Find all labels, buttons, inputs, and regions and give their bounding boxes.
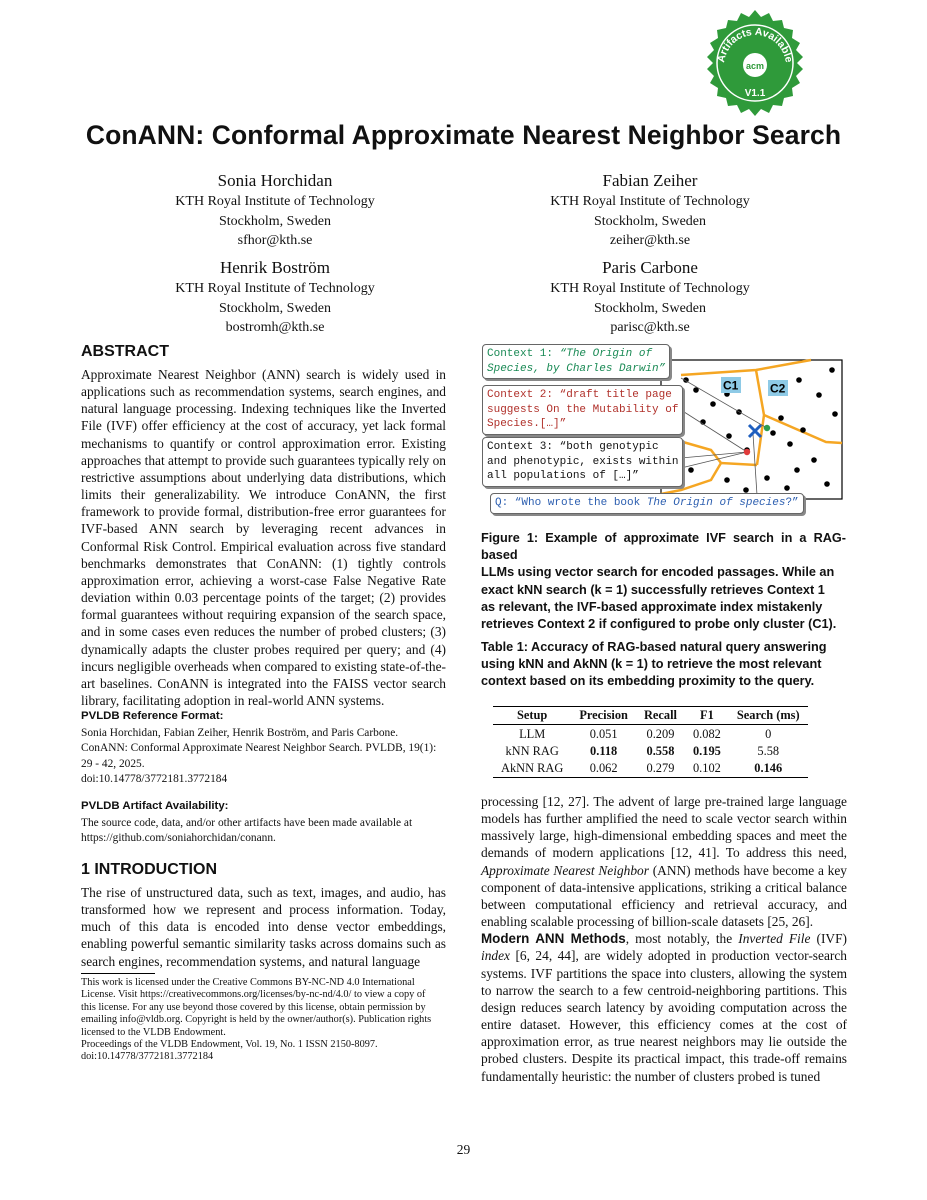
body-emphasis: index bbox=[481, 948, 510, 964]
author-email: parisc@kth.se bbox=[610, 320, 690, 335]
caption-line: LLMs using vector search for encoded passages. While an bbox=[481, 565, 835, 580]
author-location: Stockholm, Sweden bbox=[219, 213, 331, 229]
author-affiliation: KTH Royal Institute of Technology bbox=[175, 281, 375, 296]
license-footnote bbox=[81, 977, 461, 1064]
caption-line: Table 1: Accuracy of RAG-based natural query answering bbox=[481, 640, 827, 654]
context-2-text: suggests On the Mutability of bbox=[487, 403, 679, 416]
table-cell: 0.118 bbox=[590, 744, 618, 758]
author-email: bostromh@kth.se bbox=[225, 320, 325, 335]
table-header: F1 bbox=[685, 707, 729, 725]
results-table bbox=[493, 706, 808, 778]
query-box bbox=[490, 493, 804, 514]
footnote-line: This work is licensed under the Creative Commons BY-NC-ND 4.0 International bbox=[81, 977, 415, 988]
table-cell: 0.195 bbox=[692, 744, 721, 758]
author-location: Stockholm, Sweden bbox=[219, 300, 331, 316]
body-emphasis: Approximate Nearest Neighbor bbox=[481, 862, 649, 878]
context-1-box bbox=[482, 344, 670, 379]
artifact-text bbox=[81, 816, 456, 847]
table-cell: 0.062 bbox=[571, 760, 636, 778]
caption-line: as relevant, the IVF-based approximate index mistakenly bbox=[481, 599, 823, 614]
artifact-link[interactable]: https://github.com/soniahorchidan/conann. bbox=[81, 832, 276, 845]
table-header: Search (ms) bbox=[729, 707, 808, 725]
body-emphasis: Inverted File bbox=[738, 931, 811, 947]
footnote-line: this license. For any use beyond those covered by this license, obtain permission by bbox=[81, 1001, 426, 1013]
intro-heading: 1 INTRODUCTION bbox=[81, 861, 217, 878]
table-cell: kNN RAG bbox=[505, 744, 559, 758]
context-3-text: Context 3: “both genotypic bbox=[487, 441, 659, 453]
footnote-line: licensed to the VLDB Endowment. bbox=[81, 1026, 226, 1038]
caption-line: using kNN and AkNN (k = 1) to retrieve the most relevant bbox=[481, 657, 822, 672]
paper-title: ConANN: Conformal Approximate Nearest Neighbor Search bbox=[85, 120, 842, 150]
intro-text: The rise of unstructured data, such as text, images, and audio, has transformed how we represent and process information. Today, much of this data is encoded into dense vector embeddings, enabling powerful semantic similarity tasks across domains such as search engines, recommendation systems, and natural language bbox=[81, 885, 446, 969]
author-affiliation: KTH Royal Institute of Technology bbox=[550, 281, 750, 296]
author-block bbox=[500, 257, 800, 338]
context-3-text: all populations of […]” bbox=[487, 470, 639, 482]
author-affiliation: KTH Royal Institute of Technology bbox=[550, 194, 750, 209]
table-cell: 0.209 bbox=[646, 727, 675, 741]
table-header: Precision bbox=[571, 707, 636, 725]
cluster-c2-label: C2 bbox=[770, 381, 786, 396]
body-text: (IVF) bbox=[816, 931, 847, 947]
right-column-text bbox=[481, 793, 847, 1085]
table-cell: LLM bbox=[519, 727, 546, 741]
badge-version: V1.1 bbox=[744, 88, 766, 99]
table-cell: 0.279 bbox=[636, 760, 685, 778]
reference-line: ConANN: Conformal Approximate Nearest Neighbor Search. PVLDB, 19(1): bbox=[81, 742, 437, 755]
table-cell: 0 bbox=[765, 727, 772, 741]
context-3-text: and phenotypic, exists within bbox=[487, 455, 679, 468]
caption-line: retrieves Context 2 if configured to probe only cluster (C1). bbox=[481, 617, 837, 632]
badge-text: Artifacts Available bbox=[715, 25, 795, 64]
table-cell: 0.051 bbox=[589, 727, 618, 741]
artifact-heading: PVLDB Artifact Availability: bbox=[81, 800, 229, 812]
author-name: Henrik Boström bbox=[219, 258, 331, 277]
figure-1-caption bbox=[481, 530, 846, 633]
caption-line: Figure 1: Example of approximate IVF search in a RAG-based bbox=[481, 531, 846, 563]
acm-logo-text: acm bbox=[745, 61, 765, 71]
author-location: Stockholm, Sweden bbox=[594, 300, 706, 316]
author-name: Fabian Zeiher bbox=[602, 171, 698, 190]
reference-format bbox=[81, 726, 451, 788]
context-1-label: Context 1: bbox=[487, 348, 560, 360]
footnote-line: doi:10.14778/3772181.3772184 bbox=[81, 1051, 214, 1063]
author-name: Paris Carbone bbox=[602, 258, 698, 277]
table-cell: 5.58 bbox=[757, 744, 780, 758]
query-text: ?” bbox=[785, 497, 799, 509]
author-email: sfhor@kth.se bbox=[237, 233, 313, 248]
body-text: (ANN) methods have become a key component of data-intensive applications, striking a critical balance between computational efficiency and retrieval accuracy, and enabling scalable processing of billion-scale datasets [25, 26]. bbox=[481, 862, 847, 930]
table-cell: 0.102 bbox=[685, 760, 729, 778]
figure-1 bbox=[481, 340, 846, 520]
table-1-caption bbox=[481, 639, 846, 691]
paragraph-lead: Modern ANN Methods bbox=[481, 931, 626, 947]
reference-line: 29 - 42, 2025. bbox=[81, 757, 145, 770]
table-row bbox=[493, 760, 808, 778]
context-1-point bbox=[764, 425, 770, 431]
reference-line: Sonia Horchidan, Fabian Zeiher, Henrik Boström, and Paris Carbone. bbox=[81, 727, 399, 739]
author-block bbox=[500, 170, 800, 251]
table-cell: 0.082 bbox=[692, 727, 721, 741]
table-header: Setup bbox=[493, 707, 571, 725]
author-email: zeiher@kth.se bbox=[609, 233, 691, 248]
artifact-line: The source code, data, and/or other artifacts have been made available at bbox=[81, 817, 413, 829]
author-block bbox=[125, 257, 425, 338]
author-affiliation: KTH Royal Institute of Technology bbox=[175, 194, 375, 209]
query-text: Q: “Who wrote the book bbox=[495, 497, 647, 509]
body-text: , most notably, the bbox=[625, 931, 733, 947]
footnote-line: Proceedings of the VLDB Endowment, Vol. 19, No. 1 ISSN 2150-8097. bbox=[81, 1039, 378, 1051]
author-location: Stockholm, Sweden bbox=[594, 213, 706, 229]
results-table-wrap bbox=[493, 706, 808, 778]
footnote-rule bbox=[81, 973, 155, 974]
artifacts-available-badge bbox=[700, 8, 810, 118]
query-book-title: The Origin of species bbox=[646, 497, 786, 509]
reference-doi[interactable]: doi:10.14778/3772181.3772184 bbox=[81, 773, 228, 786]
caption-line: exact kNN search (k = 1) successfully retrieves Context 1 bbox=[481, 582, 825, 597]
body-text: [6, 24, 44], are widely adopted in production vector-search systems. IVF partitions the space into clusters, allowing the system to narrow the search to a few centroid-neighboring partitions. This design reduces search latency by avoiding computation across the entire dataset. However, this efficiency comes at the cost of approximation error, as true nearest neighbors may lie outside the probed clusters. Despite its practical impact, this trade-off remains fundamentally heuristic: the number of clusters probed is tuned bbox=[481, 948, 847, 1084]
table-row bbox=[493, 725, 808, 744]
author-block bbox=[125, 170, 425, 251]
context-1-text: Species, by Charles Darwin” bbox=[487, 362, 666, 375]
table-cell: AkNN RAG bbox=[493, 760, 571, 778]
context-2-text: Species.[…]” bbox=[487, 418, 567, 430]
context-2-point bbox=[744, 449, 750, 455]
footnote-line: emailing info@vldb.org. Copyright is held by the owner/author(s). Publication rights bbox=[81, 1014, 432, 1026]
context-2-text: Context 2: “draft title page bbox=[487, 389, 672, 401]
page-number: 29 bbox=[456, 1142, 471, 1157]
caption-line: context based on its embedding proximity to the query. bbox=[481, 674, 815, 689]
table-header-row bbox=[493, 707, 808, 725]
table-header: Recall bbox=[636, 707, 685, 725]
table-cell: 0.558 bbox=[646, 744, 675, 758]
context-3-box bbox=[482, 437, 683, 487]
body-text: processing [12, 27]. The advent of large pre-trained large language models has further amplified the need to scale vector search within massively large, high-dimensional embedding spaces and meet the demands of modern applications [12, 41]. To address this need, bbox=[481, 794, 847, 861]
reference-format-heading: PVLDB Reference Format: bbox=[81, 710, 224, 722]
footnote-line: License. Visit https://creativecommons.org/licenses/by-nc-nd/4.0/ to view a copy of bbox=[81, 989, 426, 1001]
author-name: Sonia Horchidan bbox=[217, 171, 333, 190]
context-2-box bbox=[482, 385, 683, 435]
abstract-heading: ABSTRACT bbox=[81, 343, 169, 360]
table-row bbox=[493, 743, 808, 760]
table-cell: 0.146 bbox=[729, 760, 808, 778]
context-1-text: “The Origin of bbox=[559, 348, 653, 360]
cluster-c1-label: C1 bbox=[723, 378, 739, 393]
abstract-text: Approximate Nearest Neighbor (ANN) search is widely used in applications such as recommendation systems, search engines, and natural language processing. Indexing techniques like the Inverted File (IVF) offer efficiency at the cost of accuracy, yet lack formal mechanisms to quantify or control approximation error. Existing approaches that attempt to provide such guarantees typically rely on restrictive assumptions about underlying data distributions, which limits their generalizability. We introduce ConANN, the first framework to provide formal, distribution-free error guarantees for IVF-based ANN search by leveraging recent advances in Conformal Risk Control. Empirical evaluation across five standard benchmarks demonstrates that ConANN: (1) tightly controls approximation error, achieving a worst-case False Negative Rate deviation within 0.03 percentage points of the target; (2) provides formal guarantees without requiring expansion of the search space, and in some cases even reduces the number of probed clusters; (3) dynamically adapts the cluster probes required per query; and (4) incurs negligible overheads when compared to existing state-of-the-art baselines. ConANN is integrated into the FAISS vector search library, facilitating adoption in real-world ANN systems. bbox=[81, 367, 446, 708]
